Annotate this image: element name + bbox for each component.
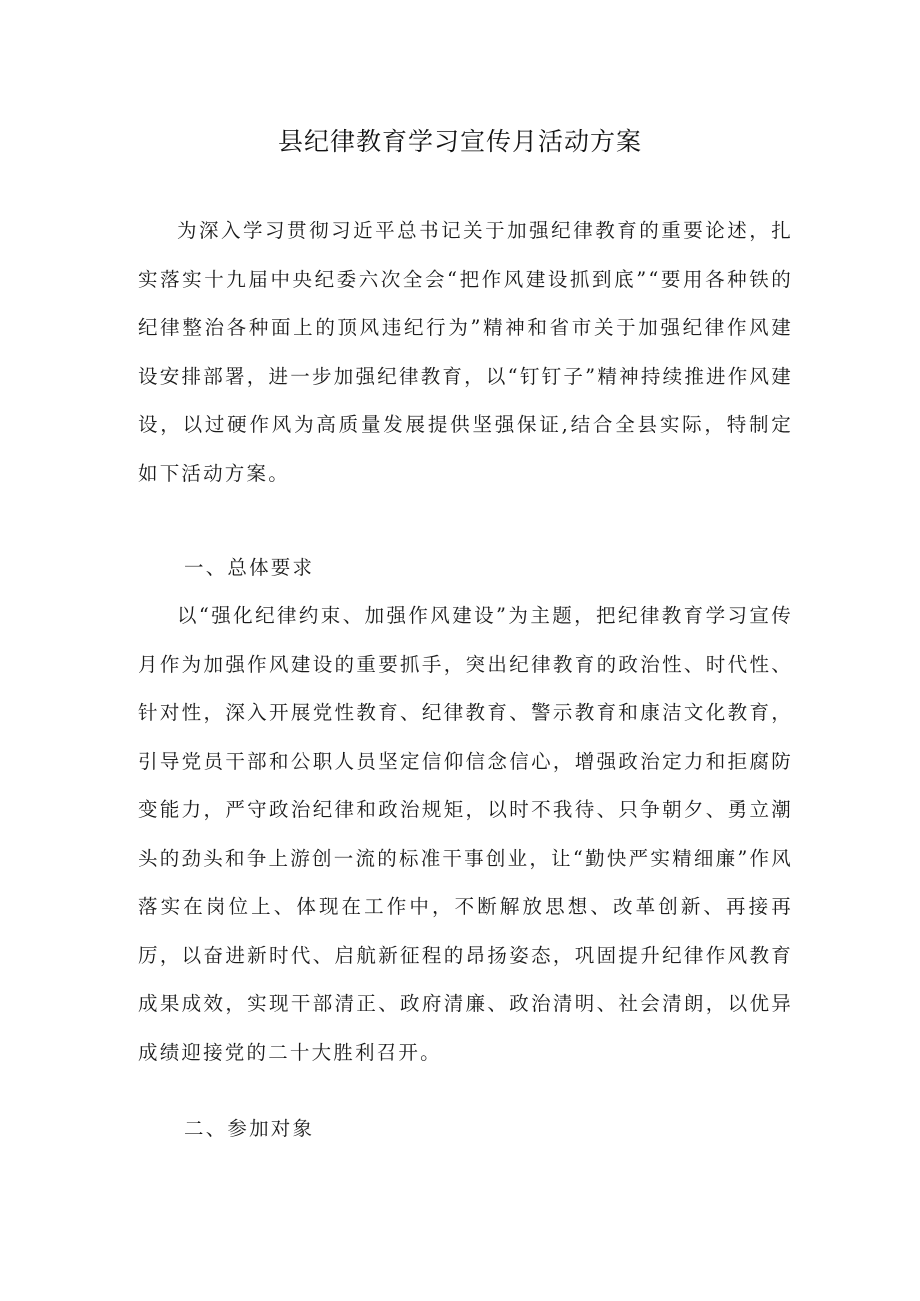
section-heading-participants: 二、参加对象: [184, 1117, 315, 1140]
intro-paragraph: 为深入学习贯彻习近平总书记关于加强纪律教育的重要论述，扎实落实十九届中央纪委六次全会“把作风建设抓到底”“要用各种铁的纪律整治各种面上的顶风违纪行为”精神和省市关于加强纪律作风建设安排部署，进一步加强纪律教育，以“钉钉子”精神持续推进作风建设，以过硬作风为高质量发展提供坚强保证,结合全县实际，特制定如下活动方案。: [138, 219, 793, 485]
section-heading-general-requirements: 一、总体要求: [184, 556, 315, 579]
section-body-general-requirements: 以“强化纪律约束、加强作风建设”为主题，把纪律教育学习宣传月作为加强作风建设的重要抓手，突出纪律教育的政治性、时代性、针对性，深入开展党性教育、纪律教育、警示教育和康洁文化教育，引导党员干部和公职人员坚定信仰信念信心，增强政治定力和拒腐防变能力，严守政治纪律和政治规矩，以时不我待、只争朝夕、勇立潮头的劲头和争上游创一流的标准干事创业，让“勤快严实精细廉”作风落实在岗位上、体现在工作中，不断解放思想、改革创新、再接再厉，以奋进新时代、启航新征程的昂扬姿态，巩固提升纪律作风教育成果成效，实现干部清正、政府清廉、政治清明、社会清朗，以优异成绩迎接党的二十大胜利召开。: [138, 604, 793, 1064]
document-title: 县纪律教育学习宣传月活动方案: [277, 127, 642, 156]
